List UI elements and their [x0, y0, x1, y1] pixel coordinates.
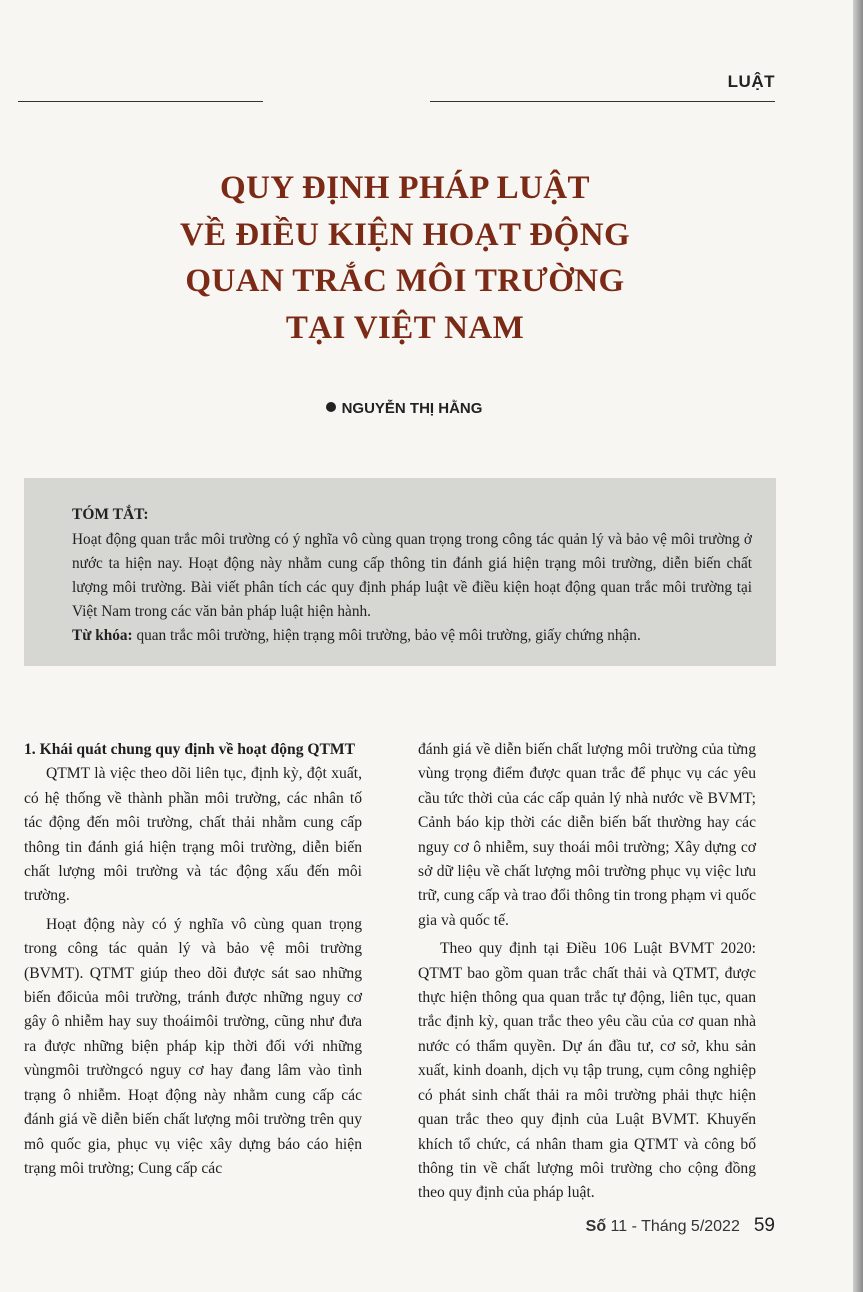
header-rule-right [430, 101, 775, 102]
body-paragraph: Theo quy định tại Điều 106 Luật BVMT 2020: QTMT bao gồm quan trắc chất thải và QTMT, được thực hiện thông qua quan trắc tự động, liên tục, quan trắc định kỳ, quan trắc theo yêu cầu của cơ quan nhà nước có thẩm quyền. Dự án đầu tư, cơ sở, khu sản xuất, kinh doanh, dịch vụ tập trung, cụm công nghiệp có phát sinh chất thải ra môi trường phải thực hiện quan trắc theo quy định của Luật BVMT. Khuyến khích tổ chức, cá nhân tham gia QTMT và công bố thông tin về chất lượng môi trường cho cộng đồng theo quy định của pháp luật. [418, 940, 756, 1202]
body-column-right [418, 738, 756, 1210]
abstract-text: Hoạt động quan trắc môi trường có ý nghĩa vô cùng quan trọng trong công tác quản lý và bảo vệ môi trường ở nước ta hiện nay. Hoạt động này nhằm cung cấp thông tin đánh giá hiện trạng môi trường, diễn biến chất lượng môi trường. Bài viết phân tích các quy định pháp luật về điều kiện hoạt động quan trắc môi trường tại Việt Nam trong các văn bản pháp luật hiện hành. [72, 531, 752, 620]
title-line-1: QUY ĐỊNH PHÁP LUẬT [220, 170, 590, 206]
abstract-box [24, 478, 776, 666]
keywords-label: Từ khóa: [72, 627, 133, 644]
title-line-4: TẠI VIỆT NAM [285, 309, 525, 346]
section-tag: LUẬT [727, 72, 775, 91]
page-number: 59 [753, 1215, 775, 1236]
issue-number: 11 [606, 1218, 628, 1235]
bullet-dot-icon [326, 402, 336, 412]
header-rule-left [18, 101, 263, 102]
abstract-heading: TÓM TẮT: [72, 506, 149, 523]
issue-label: Số [585, 1218, 607, 1235]
keywords-text: quan trắc môi trường, hiện trạng môi trường, bảo vệ môi trường, giấy chứng nhận. [132, 627, 641, 644]
keywords-line [72, 624, 752, 648]
author-line [0, 400, 808, 417]
page-footer [586, 1215, 775, 1237]
issue-date: - Tháng 5/2022 [627, 1218, 740, 1235]
body-paragraph: Hoạt động này có ý nghĩa vô cùng quan trọng trong công tác quản lý và bảo vệ môi trường (BVMT). QTMT giúp theo dõi được sát sao những biến đổicủa môi trường, tránh được những nguy cơ gây ô nhiễm hay suy thoáimôi trường, cũng như đưa ra được những biện pháp kịp thời đối với những vùngmôi trườngcó nguy cơ hay đang lâm vào tình trạng ô nhiễm. Hoạt động này nhằm cung cấp các đánh giá về diễn biến chất lượng môi trường trên quy mô quốc gia, phục vụ việc xây dựng báo cáo hiện trạng môi trường; Cung cấp các [24, 915, 362, 1177]
body-paragraph: QTMT là việc theo dõi liên tục, định kỳ, đột xuất, có hệ thống về thành phần môi trường, các nhân tố tác động đến môi trường, chất thải nhằm cung cấp thông tin đánh giá hiện trạng môi trường, diễn biến chất lượng môi trường và tác động xấu đến môi trường. [24, 765, 362, 905]
body-paragraph: đánh giá về diễn biến chất lượng môi trường của từng vùng trọng điểm được quan trắc để phục vụ các yêu cầu tức thời của các cấp quản lý nhà nước về BVMT; Cảnh báo kịp thời các diễn biến bất thường hay các nguy cơ ô nhiễm, suy thoái môi trường; Xây dựng cơ sở dữ liệu về chất lượng môi trường phục vụ việc lưu trữ, cung cấp và trao đổi thông tin trong phạm vi quốc gia và quốc tế. [418, 741, 756, 929]
article-title [90, 165, 720, 351]
title-line-3: QUAN TRẮC MÔI TRƯỜNG [185, 263, 625, 299]
body-column-left [24, 738, 362, 1185]
title-line-2: VỀ ĐIỀU KIỆN HOẠT ĐỘNG [179, 216, 631, 253]
abstract-content [72, 503, 752, 648]
author-name: NGUYỄN THỊ HẰNG [341, 400, 483, 417]
page-edge-shadow [853, 0, 863, 1292]
section-1-heading: 1. Khái quát chung quy định về hoạt động QTMT [24, 741, 356, 758]
